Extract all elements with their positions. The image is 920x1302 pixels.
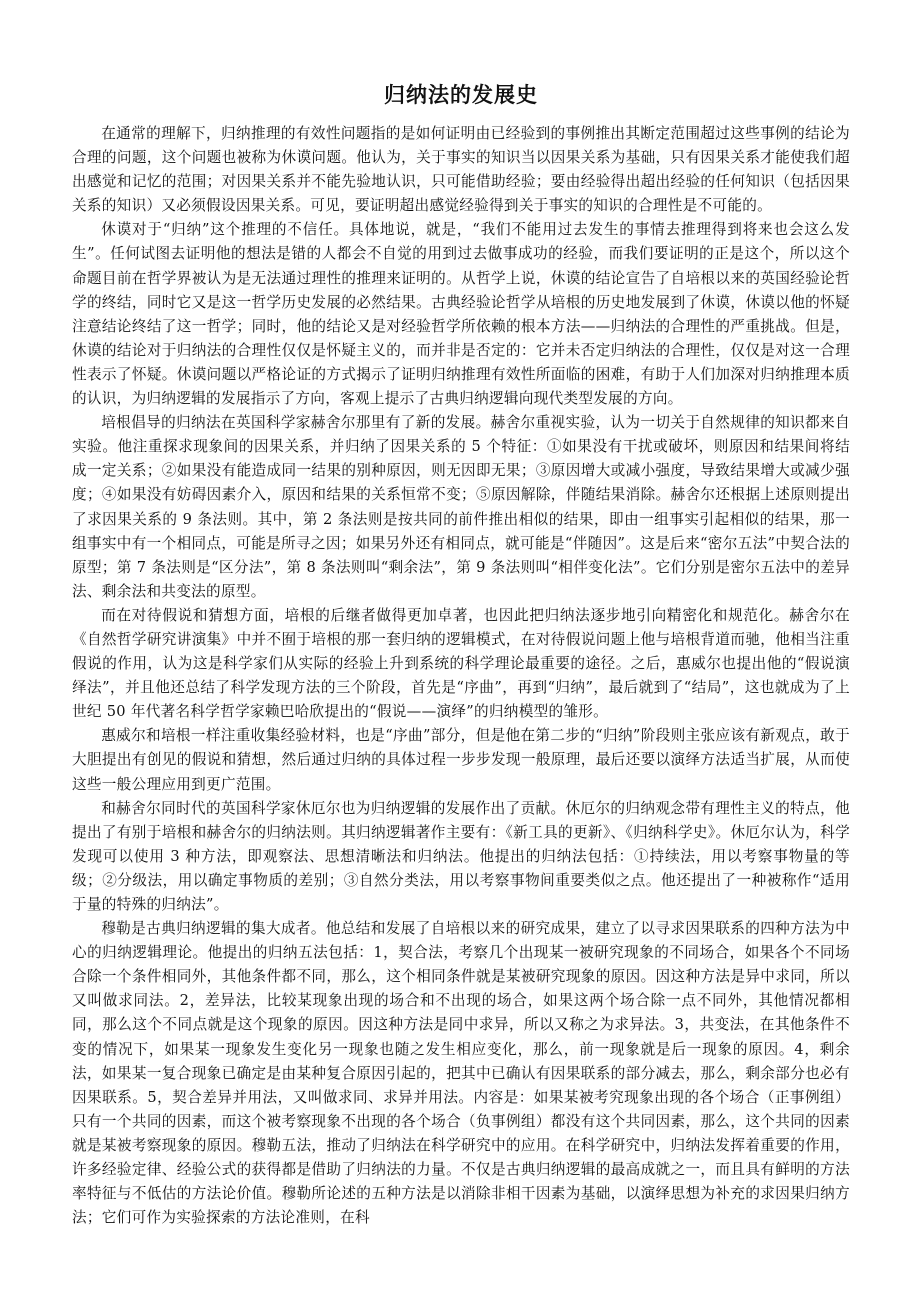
paragraph-4: 而在对待假说和猜想方面，培根的后继者做得更加卓著，也因此把归纳法逐步地引向精密化和规范化。赫舍尔在《自然哲学研究讲演集》中并不囿于培根的那一套归纳的逻辑模式，在对待假说问题上他与培根背道而驰，他相当注重假说的作用，认为这是科学家们从实际的经验上升到系统的科学理论最重要的途径。之后，惠威尔也提出他的“假说演绎法”，并且他还总结了科学发现方法的三个阶段，首先是“序曲”，再到“归纳”，最后就到了“结局”，这也就成为了上世纪 50 年代著名科学哲学家赖巴哈欣提出的“假说——演绎”的归纳模型的雏形。 (72, 606, 850, 721)
page-title: 归纳法的发展史 (384, 82, 538, 107)
paragraph-3: 培根倡导的归纳法在英国科学家赫舍尔那里有了新的发展。赫舍尔重视实验，认为一切关于自然规律的知识都来自实验。他注重探求现象间的因果关系，并归纳了因果关系的 5 个特征：①如果没有干扰或破坏，则原因和结果间将结成一定关系；②如果没有能造成同一结果的别种原因，则无因即无果；③原因增大或减小强度，导致结果增大或减少强度；④如果没有妨碍因素介入，原因和结果的关系恒常不变；⑤原因解除，伴随结果消除。赫舍尔还根据上述原则提出了求因果关系的 9 条法则。其中，第 2 条法则是按共同的前件推出相似的结果，即由一组事实引起相似的结果，那一组事实中有一个相同点，可能是所寻之因；如果另外还有相同点，就可能是“伴随因”。这是后来“密尔五法”中契合法的原型；第 7 条法则是“区分法”，第 8 条法则叫“剩余法”，第 9 条法则叫“相伴变化法”。它们分别是密尔五法中的差异法、剩余法和共变法的原型。 (72, 414, 851, 600)
paragraph-1: 在通常的理解下，归纳推理的有效性问题指的是如何证明由已经验到的事例推出其断定范围超过这些事例的结论为合理的问题，这个问题也被称为休谟问题。他认为，关于事实的知识当以因果关系为基础，只有因果关系才能使我们超出感觉和记忆的范围；对因果关系并不能先验地认识，只可能借助经验；要由经验得出超出经验的任何知识（包括因果关系的知识）又必须假设因果关系。可见，要证明超出感觉经验得到关于事实的知识的合理性是不可能的。 (72, 125, 850, 215)
paragraph-2: 休谟对于“归纳”这个推理的不信任。具体地说，就是，“我们不能用过去发生的事情去推理得到将来也会这么发生”。任何试图去证明他的想法是错的人都会不自觉的用到过去做事成功的经验，而我们要证明的正是这个，所以这个命题目前在哲学界被认为是无法通过理性的推理来证明的。从哲学上说，休谟的结论宣告了自培根以来的英国经验论哲学的终结，同时它又是这一哲学历史发展的必然结果。古典经验论哲学从培根的历史地发展到了休谟，休谟以他的怀疑注意结论终结了这一哲学；同时，他的结论又是对经验哲学所依赖的根本方法——归纳法的合理性的严重挑战。但是，休谟的结论对于归纳法的合理性仅仅是怀疑主义的，而并非是否定的：它并未否定归纳法的合理性，仅仅是对这一合理性表示了怀疑。休谟问题以严格论证的方式揭示了证明归纳推理有效性所面临的困难，有助于人们加深对归纳推理本质的认识，为归纳逻辑的发展指示了方向，客观上提示了古典归纳逻辑向现代类型发展的方向。 (72, 221, 850, 408)
paragraph-5: 惠威尔和培根一样注重收集经验材料，也是“序曲”部分，但是他在第二步的“归纳”阶段则主张应该有新观点，敢于大胆提出有创见的假说和猜想，然后通过归纳的具体过程一步步发现一般原理，最后还要以演绎方法适当扩展，从而使这些一般公理应用到更广范围。 (72, 727, 850, 793)
paragraph-7: 穆勒是古典归纳逻辑的集大成者。他总结和发展了自培根以来的研究成果，建立了以寻求因果联系的四种方法为中心的归纳逻辑理论。他提出的归纳五法包括：1，契合法，考察几个出现某一被研究现象的不同场合，如果各个不同场合除一个条件相同外，其他条件都不同，那么，这个相同条件就是某被研究现象的原因。因这种方法是异中求同，所以又叫做求同法。2，差异法，比较某现象出现的场合和不出现的场合，如果这两个场合除一点不同外，其他情况都相同，那么这个不同点就是这个现象的原因。因这种方法是同中求异，所以又称之为求异法。3，共变法，在其他条件不变的情况下，如果某一现象发生变化另一现象也随之发生相应变化，那么，前一现象就是后一现象的原因。4，剩余法，如果某一复合现象已确定是由某种复合原因引起的，把其中已确认有因果联系的部分减去，那么，剩余部分也必有因果联系。5，契合差异并用法，又叫做求同、求异并用法。内容是：如果某被考究现象出现的各个场合（正事例组）只有一个共同的因素，而这个被考察现象不出现的各个场合（负事例组）都没有这个共同因素，那么，这个共同的因素就是某被考察现象的原因。穆勒五法，推动了归纳法在科学研究中的应用。在科学研究中，归纳法发挥着重要的作用，许多经验定律、经验公式的获得都是借助了归纳法的力量。不仅是古典归纳逻辑的最高成就之一，而且具有鲜明的方法率特征与不低估的方法论价值。穆勒所论述的五种方法是以消除非相干因素为基础，以演绎思想为补充的求因果归纳方法；它们可作为实验探索的方法论准则，在科 (72, 920, 850, 1227)
paragraph-6: 和赫舍尔同时代的英国科学家休厄尔也为归纳逻辑的发展作出了贡献。休厄尔的归纳观念带有理性主义的特点，他提出了有别于培根和赫舍尔的归纳法则。其归纳逻辑著作主要有：《新工具的更新》、《归纳科学史》。休厄尔认为，科学发现可以使用 3 种方法，即观察法、思想清晰法和归纳法。他提出的归纳法包括：①持续法，用以考察事物量的等级；②分级法，用以确定事物质的差别；③自然分类法，用以考察事物间重要类似之点。他还提出了一种被称作“适用于量的特殊的归纳法”。 (72, 799, 850, 913)
